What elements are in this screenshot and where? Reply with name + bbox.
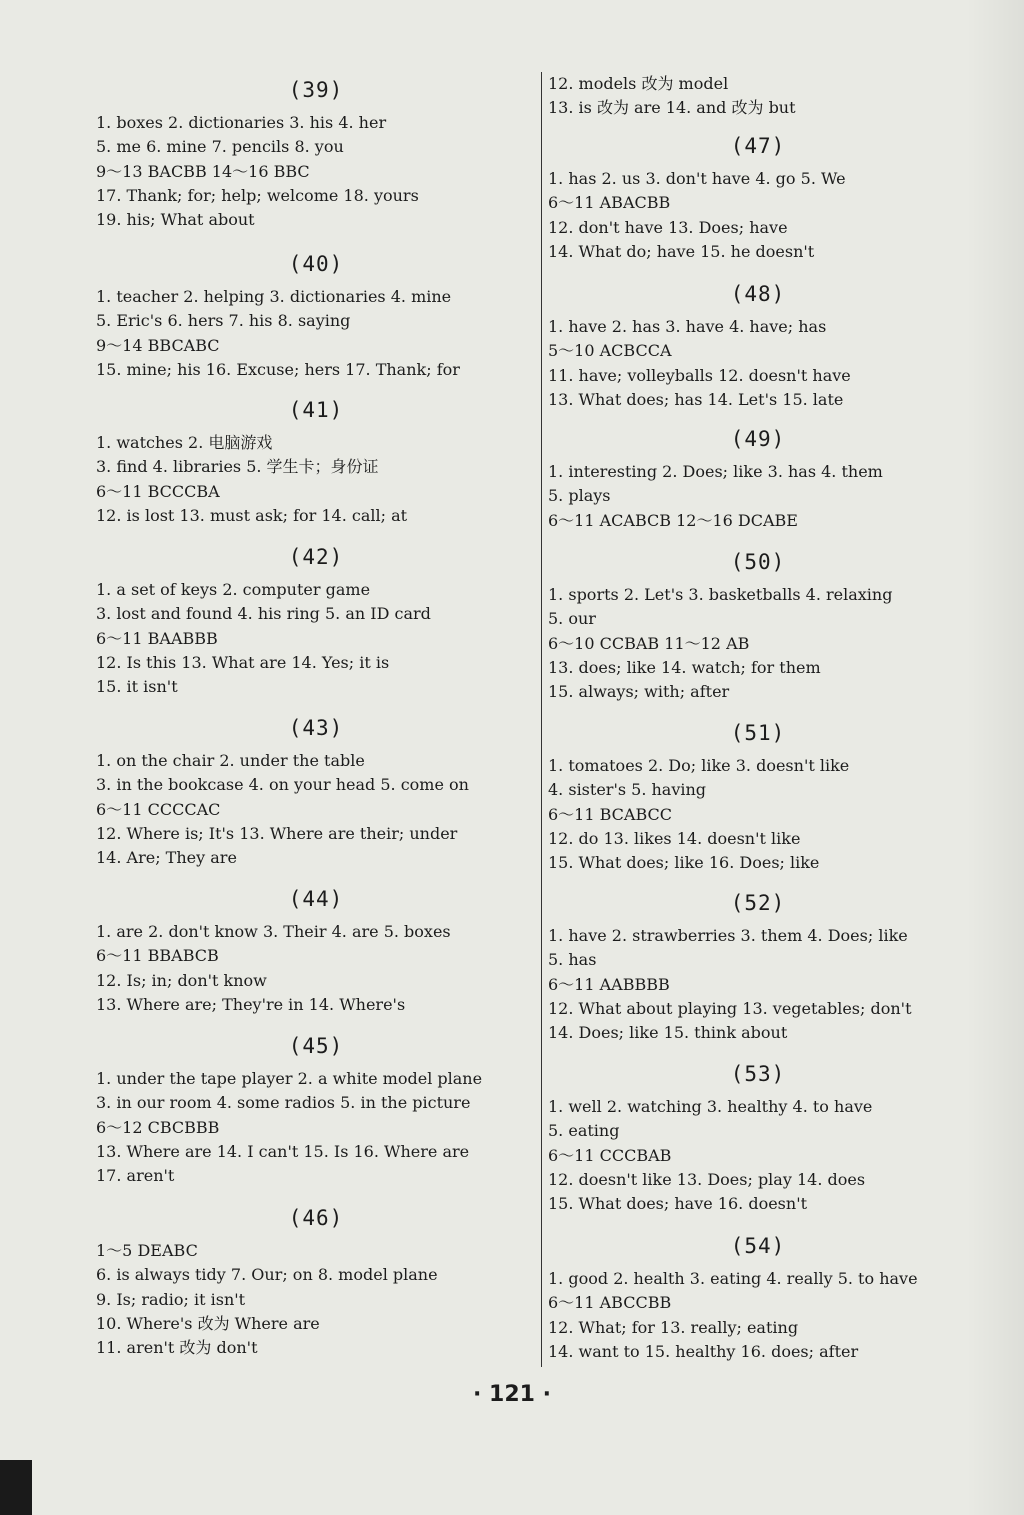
answer-line: 9. Is; radio; it isn't (96, 1289, 246, 1309)
answer-section-45 (96, 1034, 536, 1188)
section-heading: (45) (288, 1034, 344, 1058)
answer-line: 1～5 DEABC (96, 1241, 198, 1260)
answer-line: 10. Where's 改为 Where are (96, 1313, 320, 1333)
answer-line: 6～11 ACABCB 12～16 DCABE (548, 510, 798, 530)
answer-line: 5. Eric's 6. hers 7. his 8. saying (96, 311, 351, 331)
answer-line: 6～10 CCBAB 11～12 AB (548, 633, 750, 653)
answer-line: 6～11 CCCBAB (548, 1145, 672, 1165)
answer-line: 5. me 6. mine 7. pencils 8. you (96, 137, 344, 157)
answer-line: 15. What does; have 16. doesn't (548, 1194, 808, 1214)
section-heading: (46) (288, 1206, 344, 1230)
answer-line: 6～11 BAABBB (96, 628, 218, 648)
section-heading: (42) (288, 545, 344, 569)
answer-line: 6～11 BBABCB (96, 946, 219, 966)
answer-line: 3. find 4. libraries 5. 学生卡；身份证 (96, 457, 379, 477)
section-heading: (48) (730, 282, 786, 306)
answer-section-46-continued (548, 72, 968, 121)
answer-line: 6～11 ABACBB (548, 193, 671, 213)
answer-line: 15. always; with; after (548, 682, 730, 702)
answer-line: 1. teacher 2. helping 3. dictionaries 4. mine (96, 287, 452, 306)
answer-line: 13. does; like 14. watch; for them (548, 657, 821, 677)
answer-line: 14. Are; They are (96, 848, 237, 868)
answer-line: 6～11 BCCCBA (96, 481, 220, 501)
section-heading: (52) (730, 891, 786, 915)
answer-line: 12. is lost 13. must ask; for 14. call; at (96, 505, 408, 525)
answer-line: 12. don't have 13. Does; have (548, 217, 788, 237)
answer-line: 15. mine; his 16. Excuse; hers 17. Thank; for (96, 359, 460, 379)
answer-line: 6～11 AABBBB (548, 974, 670, 994)
answer-line: 19. his; What about (96, 210, 255, 230)
answer-section-47 (548, 134, 968, 264)
answer-line: 12. Is this 13. What are 14. Yes; it is (96, 652, 390, 672)
answer-section-50 (548, 550, 968, 704)
answer-line: 17. Thank; for; help; welcome 18. yours (96, 185, 419, 205)
answer-line: 13. Where are 14. I can't 15. Is 16. Where are (96, 1141, 470, 1161)
answer-line: 1. have 2. strawberries 3. them 4. Does; like (548, 926, 908, 945)
answer-section-43 (96, 716, 536, 870)
answer-line: 3. lost and found 4. his ring 5. an ID card (96, 604, 431, 624)
section-heading: (43) (288, 716, 344, 740)
answer-line: 9～14 BBCABC (96, 335, 220, 355)
page-number-value: 121 (489, 1382, 535, 1407)
section-heading: (39) (288, 78, 344, 102)
answer-line: 3. in our room 4. some radios 5. in the picture (96, 1093, 471, 1113)
answer-line: 12. What; for 13. really; eating (548, 1317, 799, 1337)
section-heading: (50) (730, 550, 786, 574)
answer-line: 1. has 2. us 3. don't have 4. go 5. We (548, 169, 846, 188)
answer-section-44 (96, 887, 536, 1017)
section-heading: (41) (288, 398, 344, 422)
answer-section-46 (96, 1206, 536, 1360)
answer-line: 1. under the tape player 2. a white model plane (96, 1069, 483, 1088)
answer-section-41 (96, 398, 536, 528)
section-heading: (51) (730, 721, 786, 745)
answer-line: 5. has (548, 950, 597, 970)
answer-line: 1. tomatoes 2. Do; like 3. doesn't like (548, 756, 850, 775)
answer-line: 15. What does; like 16. Does; like (548, 853, 820, 873)
section-heading: (47) (730, 134, 786, 158)
answer-line: 4. sister's 5. having (548, 780, 707, 800)
answer-line: 12. What about playing 13. vegetables; don't (548, 998, 912, 1018)
answer-line: 5～10 ACBCCA (548, 341, 672, 361)
answer-line: 12. Where is; It's 13. Where are their; under (96, 823, 458, 843)
answer-line: 1. watches 2. 电脑游戏 (96, 433, 273, 452)
answer-line: 1. on the chair 2. under the table (96, 751, 365, 770)
answer-line: 12. do 13. likes 14. doesn't like (548, 828, 801, 848)
answer-line: 17. aren't (96, 1166, 175, 1186)
answer-line: 1. well 2. watching 3. healthy 4. to have (548, 1097, 873, 1116)
answer-line: 6～11 ABCCBB (548, 1293, 672, 1313)
answer-line: 1. good 2. health 3. eating 4. really 5. to have (548, 1269, 918, 1288)
answer-line: 1. boxes 2. dictionaries 3. his 4. her (96, 113, 387, 132)
answer-section-42 (96, 545, 536, 699)
answer-line: 9～13 BACBB 14～16 BBC (96, 161, 310, 181)
answer-line: 13. What does; has 14. Let's 15. late (548, 389, 844, 409)
answer-line: 14. want to 15. healthy 16. does; after (548, 1341, 859, 1361)
answer-line: 1. a set of keys 2. computer game (96, 580, 371, 599)
answer-line: 5. plays (548, 486, 611, 506)
answer-line: 14. What do; have 15. he doesn't (548, 241, 815, 261)
answer-section-51 (548, 721, 968, 875)
answer-section-54 (548, 1234, 968, 1364)
answer-section-49 (548, 427, 968, 533)
section-heading: (40) (288, 252, 344, 276)
section-heading: (53) (730, 1062, 786, 1086)
answer-section-52 (548, 891, 968, 1045)
answer-line: 1. interesting 2. Does; like 3. has 4. them (548, 462, 883, 481)
answer-line: 1. are 2. don't know 3. Their 4. are 5. boxes (96, 922, 451, 941)
answer-line: 5. our (548, 609, 596, 629)
answer-line: 13. Where are; They're in 14. Where's (96, 994, 406, 1014)
answer-section-40 (96, 252, 536, 382)
section-heading: (44) (288, 887, 344, 911)
answer-line: 14. Does; like 15. think about (548, 1023, 788, 1043)
page-edge-shadow (966, 0, 1024, 1515)
answer-line: 6～12 CBCBBB (96, 1117, 220, 1137)
answer-line: 11. aren't 改为 don't (96, 1338, 258, 1358)
answer-line: 6. is always tidy 7. Our; on 8. model plane (96, 1265, 438, 1285)
answer-line: 13. is 改为 are 14. and 改为 but (548, 98, 796, 118)
answer-section-53 (548, 1062, 968, 1216)
answer-line: 5. eating (548, 1121, 620, 1141)
answer-line: 15. it isn't (96, 677, 178, 697)
answer-line: 12. doesn't like 13. Does; play 14. does (548, 1169, 866, 1189)
page-number: · 121 · (473, 1382, 551, 1407)
corner-binding-mark (0, 1460, 32, 1515)
answer-line: 12. Is; in; don't know (96, 970, 267, 990)
answer-line: 3. in the bookcase 4. on your head 5. come on (96, 775, 469, 795)
section-heading: (49) (730, 427, 786, 451)
answer-line: 1. have 2. has 3. have 4. have; has (548, 317, 827, 336)
answer-line: 12. models 改为 model (548, 74, 729, 93)
answer-section-48 (548, 282, 968, 412)
section-heading: (54) (730, 1234, 786, 1258)
answer-line: 6～11 CCCCAC (96, 799, 221, 819)
answer-line: 1. sports 2. Let's 3. basketballs 4. relaxing (548, 585, 893, 604)
column-divider (541, 72, 542, 1367)
answer-line: 11. have; volleyballs 12. doesn't have (548, 365, 851, 385)
answer-line: 6～11 BCABCC (548, 804, 673, 824)
answer-section-39 (96, 78, 536, 232)
